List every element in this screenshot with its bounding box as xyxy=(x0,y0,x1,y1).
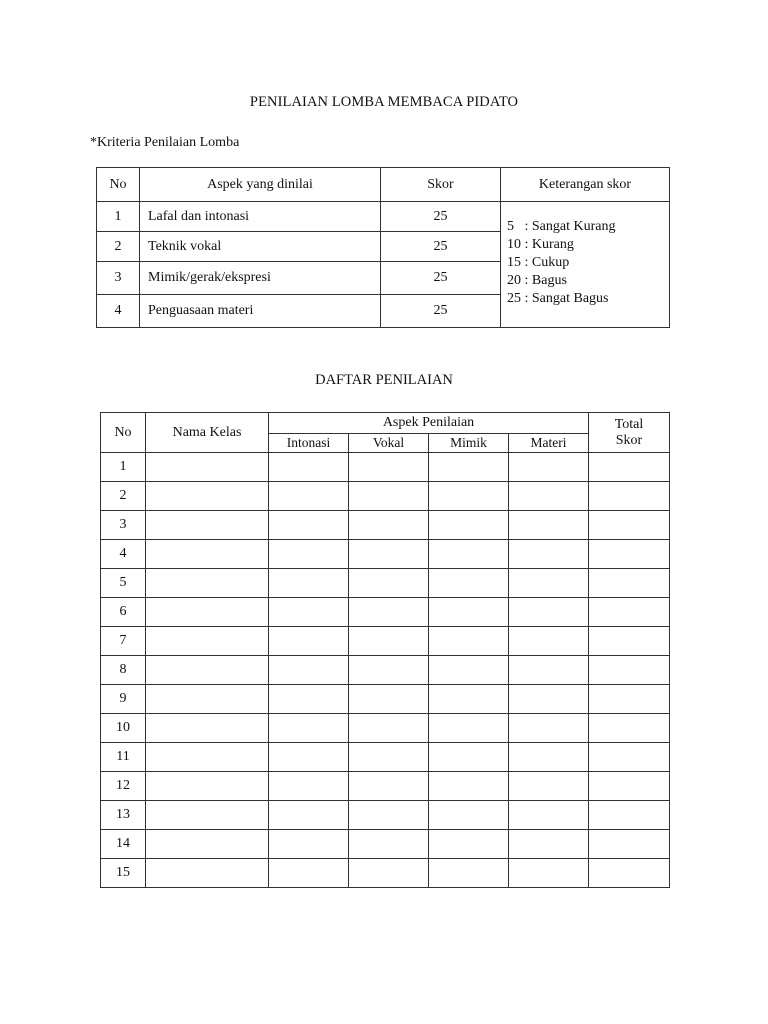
criteria-header-description: Keterangan skor xyxy=(501,168,670,202)
score-table-body xyxy=(101,453,670,888)
criteria-row-aspect: Lafal dan intonasi xyxy=(140,202,381,232)
materi-score-cell[interactable] xyxy=(509,569,589,598)
criteria-row-no: 2 xyxy=(97,232,140,262)
intonasi-score-cell[interactable] xyxy=(269,772,349,801)
materi-score-cell[interactable] xyxy=(509,511,589,540)
vokal-score-cell[interactable] xyxy=(349,743,429,772)
vokal-score-cell[interactable] xyxy=(349,714,429,743)
intonasi-score-cell[interactable] xyxy=(269,685,349,714)
criteria-row-aspect: Teknik vokal xyxy=(140,232,381,262)
total-score-cell[interactable] xyxy=(589,482,670,511)
row-number: 3 xyxy=(101,511,146,540)
table-row xyxy=(101,685,670,714)
row-number: 2 xyxy=(101,482,146,511)
criteria-row-score: 25 xyxy=(381,202,501,232)
class-name-cell[interactable] xyxy=(146,540,269,569)
materi-score-cell[interactable] xyxy=(509,656,589,685)
intonasi-score-cell[interactable] xyxy=(269,627,349,656)
table-row xyxy=(101,598,670,627)
score-header-aspect-group: Aspek Penilaian xyxy=(269,413,589,434)
intonasi-score-cell[interactable] xyxy=(269,656,349,685)
row-number: 7 xyxy=(101,627,146,656)
total-score-cell[interactable] xyxy=(589,859,670,888)
row-number: 11 xyxy=(101,743,146,772)
total-score-cell[interactable] xyxy=(589,685,670,714)
materi-score-cell[interactable] xyxy=(509,598,589,627)
intonasi-score-cell[interactable] xyxy=(269,801,349,830)
vokal-score-cell[interactable] xyxy=(349,772,429,801)
table-row xyxy=(101,482,670,511)
total-score-cell[interactable] xyxy=(589,598,670,627)
materi-score-cell[interactable] xyxy=(509,685,589,714)
class-name-cell[interactable] xyxy=(146,511,269,540)
table-row xyxy=(101,714,670,743)
vokal-score-cell[interactable] xyxy=(349,830,429,859)
criteria-header-row xyxy=(97,168,670,202)
total-score-cell[interactable] xyxy=(589,772,670,801)
score-legend xyxy=(501,202,670,328)
criteria-row-no: 1 xyxy=(97,202,140,232)
class-name-cell[interactable] xyxy=(146,569,269,598)
mimik-score-cell[interactable] xyxy=(429,743,509,772)
mimik-score-cell[interactable] xyxy=(429,453,509,482)
table-row xyxy=(101,772,670,801)
criteria-table xyxy=(96,167,670,328)
mimik-score-cell[interactable] xyxy=(429,598,509,627)
class-name-cell[interactable] xyxy=(146,830,269,859)
row-number: 5 xyxy=(101,569,146,598)
score-header-class-name: Nama Kelas xyxy=(146,413,269,453)
table-row xyxy=(101,540,670,569)
intonasi-score-cell[interactable] xyxy=(269,830,349,859)
intonasi-score-cell[interactable] xyxy=(269,859,349,888)
intonasi-score-cell[interactable] xyxy=(269,743,349,772)
materi-score-cell[interactable] xyxy=(509,482,589,511)
table-row xyxy=(101,743,670,772)
class-name-cell[interactable] xyxy=(146,859,269,888)
mimik-score-cell[interactable] xyxy=(429,540,509,569)
table-row xyxy=(101,453,670,482)
intonasi-score-cell[interactable] xyxy=(269,598,349,627)
table-row xyxy=(101,511,670,540)
mimik-score-cell[interactable] xyxy=(429,772,509,801)
mimik-score-cell[interactable] xyxy=(429,656,509,685)
criteria-header-score: Skor xyxy=(381,168,501,202)
total-score-cell[interactable] xyxy=(589,714,670,743)
criteria-row-aspect: Mimik/gerak/ekspresi xyxy=(140,262,381,295)
class-name-cell[interactable] xyxy=(146,482,269,511)
materi-score-cell[interactable] xyxy=(509,743,589,772)
criteria-header-no: No xyxy=(97,168,140,202)
intonasi-score-cell[interactable] xyxy=(269,482,349,511)
row-number: 6 xyxy=(101,598,146,627)
intonasi-score-cell[interactable] xyxy=(269,569,349,598)
criteria-row-score: 25 xyxy=(381,295,501,328)
row-number: 9 xyxy=(101,685,146,714)
vokal-score-cell[interactable] xyxy=(349,859,429,888)
intonasi-score-cell[interactable] xyxy=(269,453,349,482)
vokal-score-cell[interactable] xyxy=(349,482,429,511)
score-legend-item: 25 : Sangat Bagus xyxy=(507,291,609,306)
materi-score-cell[interactable] xyxy=(509,772,589,801)
class-name-cell[interactable] xyxy=(146,743,269,772)
score-subheader-mimik: Mimik xyxy=(429,434,509,453)
class-name-cell[interactable] xyxy=(146,685,269,714)
daftar-title: DAFTAR PENILAIAN xyxy=(315,372,453,388)
row-number: 4 xyxy=(101,540,146,569)
score-subheader-vokal: Vokal xyxy=(349,434,429,453)
materi-score-cell[interactable] xyxy=(509,540,589,569)
criteria-heading: *Kriteria Penilaian Lomba xyxy=(90,135,240,150)
page-title: PENILAIAN LOMBA MEMBACA PIDATO xyxy=(249,94,519,110)
vokal-score-cell[interactable] xyxy=(349,627,429,656)
intonasi-score-cell[interactable] xyxy=(269,540,349,569)
materi-score-cell[interactable] xyxy=(509,801,589,830)
vokal-score-cell[interactable] xyxy=(349,453,429,482)
table-row xyxy=(101,627,670,656)
class-name-cell[interactable] xyxy=(146,656,269,685)
total-score-cell[interactable] xyxy=(589,511,670,540)
vokal-score-cell[interactable] xyxy=(349,685,429,714)
score-subheader-intonasi: Intonasi xyxy=(269,434,349,453)
total-score-cell[interactable] xyxy=(589,830,670,859)
total-score-cell[interactable] xyxy=(589,627,670,656)
mimik-score-cell[interactable] xyxy=(429,859,509,888)
materi-score-cell[interactable] xyxy=(509,627,589,656)
criteria-row-score: 25 xyxy=(381,232,501,262)
vokal-score-cell[interactable] xyxy=(349,656,429,685)
score-header-row xyxy=(101,413,670,434)
score-table xyxy=(100,412,670,888)
score-header-total-line2: Skor xyxy=(615,432,643,448)
row-number: 13 xyxy=(101,801,146,830)
table-row xyxy=(101,569,670,598)
score-subheader-materi: Materi xyxy=(509,434,589,453)
score-header-total-line1: Total xyxy=(614,416,644,432)
criteria-row xyxy=(97,202,670,232)
vokal-score-cell[interactable] xyxy=(349,511,429,540)
vokal-score-cell[interactable] xyxy=(349,540,429,569)
mimik-score-cell[interactable] xyxy=(429,511,509,540)
row-number: 15 xyxy=(101,859,146,888)
table-row xyxy=(101,830,670,859)
score-legend-item: 10 : Kurang xyxy=(507,237,574,252)
total-score-cell[interactable] xyxy=(589,453,670,482)
criteria-header-aspect: Aspek yang dinilai xyxy=(140,168,381,202)
criteria-row-no: 3 xyxy=(97,262,140,295)
total-score-cell[interactable] xyxy=(589,656,670,685)
mimik-score-cell[interactable] xyxy=(429,714,509,743)
vokal-score-cell[interactable] xyxy=(349,569,429,598)
class-name-cell[interactable] xyxy=(146,772,269,801)
total-score-cell[interactable] xyxy=(589,801,670,830)
mimik-score-cell[interactable] xyxy=(429,685,509,714)
criteria-row-score: 25 xyxy=(381,262,501,295)
score-header-total xyxy=(589,413,670,453)
mimik-score-cell[interactable] xyxy=(429,627,509,656)
materi-score-cell[interactable] xyxy=(509,714,589,743)
total-score-cell[interactable] xyxy=(589,743,670,772)
materi-score-cell[interactable] xyxy=(509,859,589,888)
table-row xyxy=(101,801,670,830)
class-name-cell[interactable] xyxy=(146,627,269,656)
materi-score-cell[interactable] xyxy=(509,830,589,859)
mimik-score-cell[interactable] xyxy=(429,801,509,830)
class-name-cell[interactable] xyxy=(146,714,269,743)
score-header-no: No xyxy=(101,413,146,453)
score-legend-item: 15 : Cukup xyxy=(507,255,570,270)
materi-score-cell[interactable] xyxy=(509,453,589,482)
total-score-cell[interactable] xyxy=(589,540,670,569)
intonasi-score-cell[interactable] xyxy=(269,714,349,743)
criteria-row-aspect: Penguasaan materi xyxy=(140,295,381,328)
row-number: 12 xyxy=(101,772,146,801)
row-number: 10 xyxy=(101,714,146,743)
vokal-score-cell[interactable] xyxy=(349,801,429,830)
vokal-score-cell[interactable] xyxy=(349,598,429,627)
row-number: 1 xyxy=(101,453,146,482)
total-score-cell[interactable] xyxy=(589,569,670,598)
table-row xyxy=(101,859,670,888)
class-name-cell[interactable] xyxy=(146,598,269,627)
row-number: 14 xyxy=(101,830,146,859)
score-legend-item: 5 : Sangat Kurang xyxy=(507,219,616,234)
mimik-score-cell[interactable] xyxy=(429,569,509,598)
class-name-cell[interactable] xyxy=(146,801,269,830)
score-legend-item: 20 : Bagus xyxy=(507,273,567,288)
row-number: 8 xyxy=(101,656,146,685)
class-name-cell[interactable] xyxy=(146,453,269,482)
mimik-score-cell[interactable] xyxy=(429,482,509,511)
intonasi-score-cell[interactable] xyxy=(269,511,349,540)
table-row xyxy=(101,656,670,685)
mimik-score-cell[interactable] xyxy=(429,830,509,859)
criteria-row-no: 4 xyxy=(97,295,140,328)
